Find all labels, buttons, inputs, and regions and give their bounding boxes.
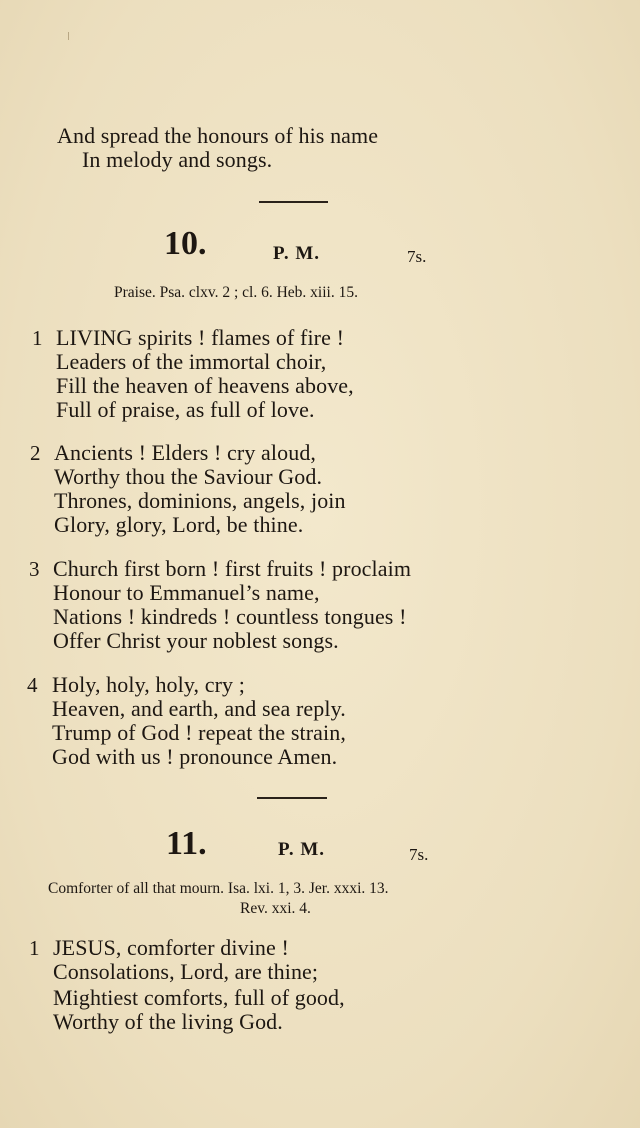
verse-line: LIVING spirits ! flames of fire ! xyxy=(56,325,344,350)
verse-line: Honour to Emmanuel’s name, xyxy=(53,580,320,605)
verse-line: Heaven, and earth, and sea reply. xyxy=(52,696,346,721)
hymn-meter: P. M. xyxy=(273,243,321,264)
hymn-syllables: 7s. xyxy=(409,845,429,864)
verse-line: Church first born ! first fruits ! proclaim xyxy=(53,556,412,581)
continuation-line-1: And spread the honours of his name xyxy=(57,123,379,148)
verse-number: 1 xyxy=(32,326,43,350)
verse-line: Trump of God ! repeat the strain, xyxy=(52,720,346,745)
verse-line: Nations ! kindreds ! countless tongues ! xyxy=(53,604,407,629)
verse-number: 2 xyxy=(30,441,41,465)
hymn-reference: Praise. Psa. clxv. 2 ; cl. 6. Heb. xiii. 15. xyxy=(114,284,358,301)
verse-line: God with us ! pronounce Amen. xyxy=(52,744,338,769)
continuation-line-2: In melody and songs. xyxy=(82,147,273,172)
verse-line: Ancients ! Elders ! cry aloud, xyxy=(54,440,317,465)
verse-number: 4 xyxy=(27,673,38,697)
page-mark xyxy=(68,32,69,40)
verse-line: Glory, glory, Lord, be thine. xyxy=(54,512,304,537)
verse-line: Full of praise, as full of love. xyxy=(56,397,315,422)
verse-line: Worthy of the living God. xyxy=(53,1009,283,1034)
verse-line: Offer Christ your noblest songs. xyxy=(53,628,339,653)
verse-line: Consolations, Lord, are thine; xyxy=(53,959,319,984)
hymn-number: 11. xyxy=(166,825,207,862)
verse-number: 3 xyxy=(29,557,40,581)
section-divider xyxy=(259,201,328,203)
verse-line: Leaders of the immortal choir, xyxy=(56,349,327,374)
verse-line: JESUS, comforter divine ! xyxy=(53,935,289,960)
hymn-reference-continued: Rev. xxi. 4. xyxy=(240,900,311,917)
verse-line: Thrones, dominions, angels, join xyxy=(54,488,346,513)
verse-line: Holy, holy, holy, cry ; xyxy=(52,672,245,697)
section-divider xyxy=(257,797,327,799)
hymn-meter: P. M. xyxy=(278,839,326,860)
hymn-reference: Comforter of all that mourn. Isa. lxi. 1, 3. Jer. xxxi. 13. xyxy=(48,880,389,897)
hymn-syllables: 7s. xyxy=(407,247,427,266)
verse-line: Fill the heaven of heavens above, xyxy=(56,373,354,398)
verse-line: Mightiest comforts, full of good, xyxy=(53,985,345,1010)
hymn-number: 10. xyxy=(164,225,207,262)
verse-number: 1 xyxy=(29,936,40,960)
verse-line: Worthy thou the Saviour God. xyxy=(54,464,323,489)
